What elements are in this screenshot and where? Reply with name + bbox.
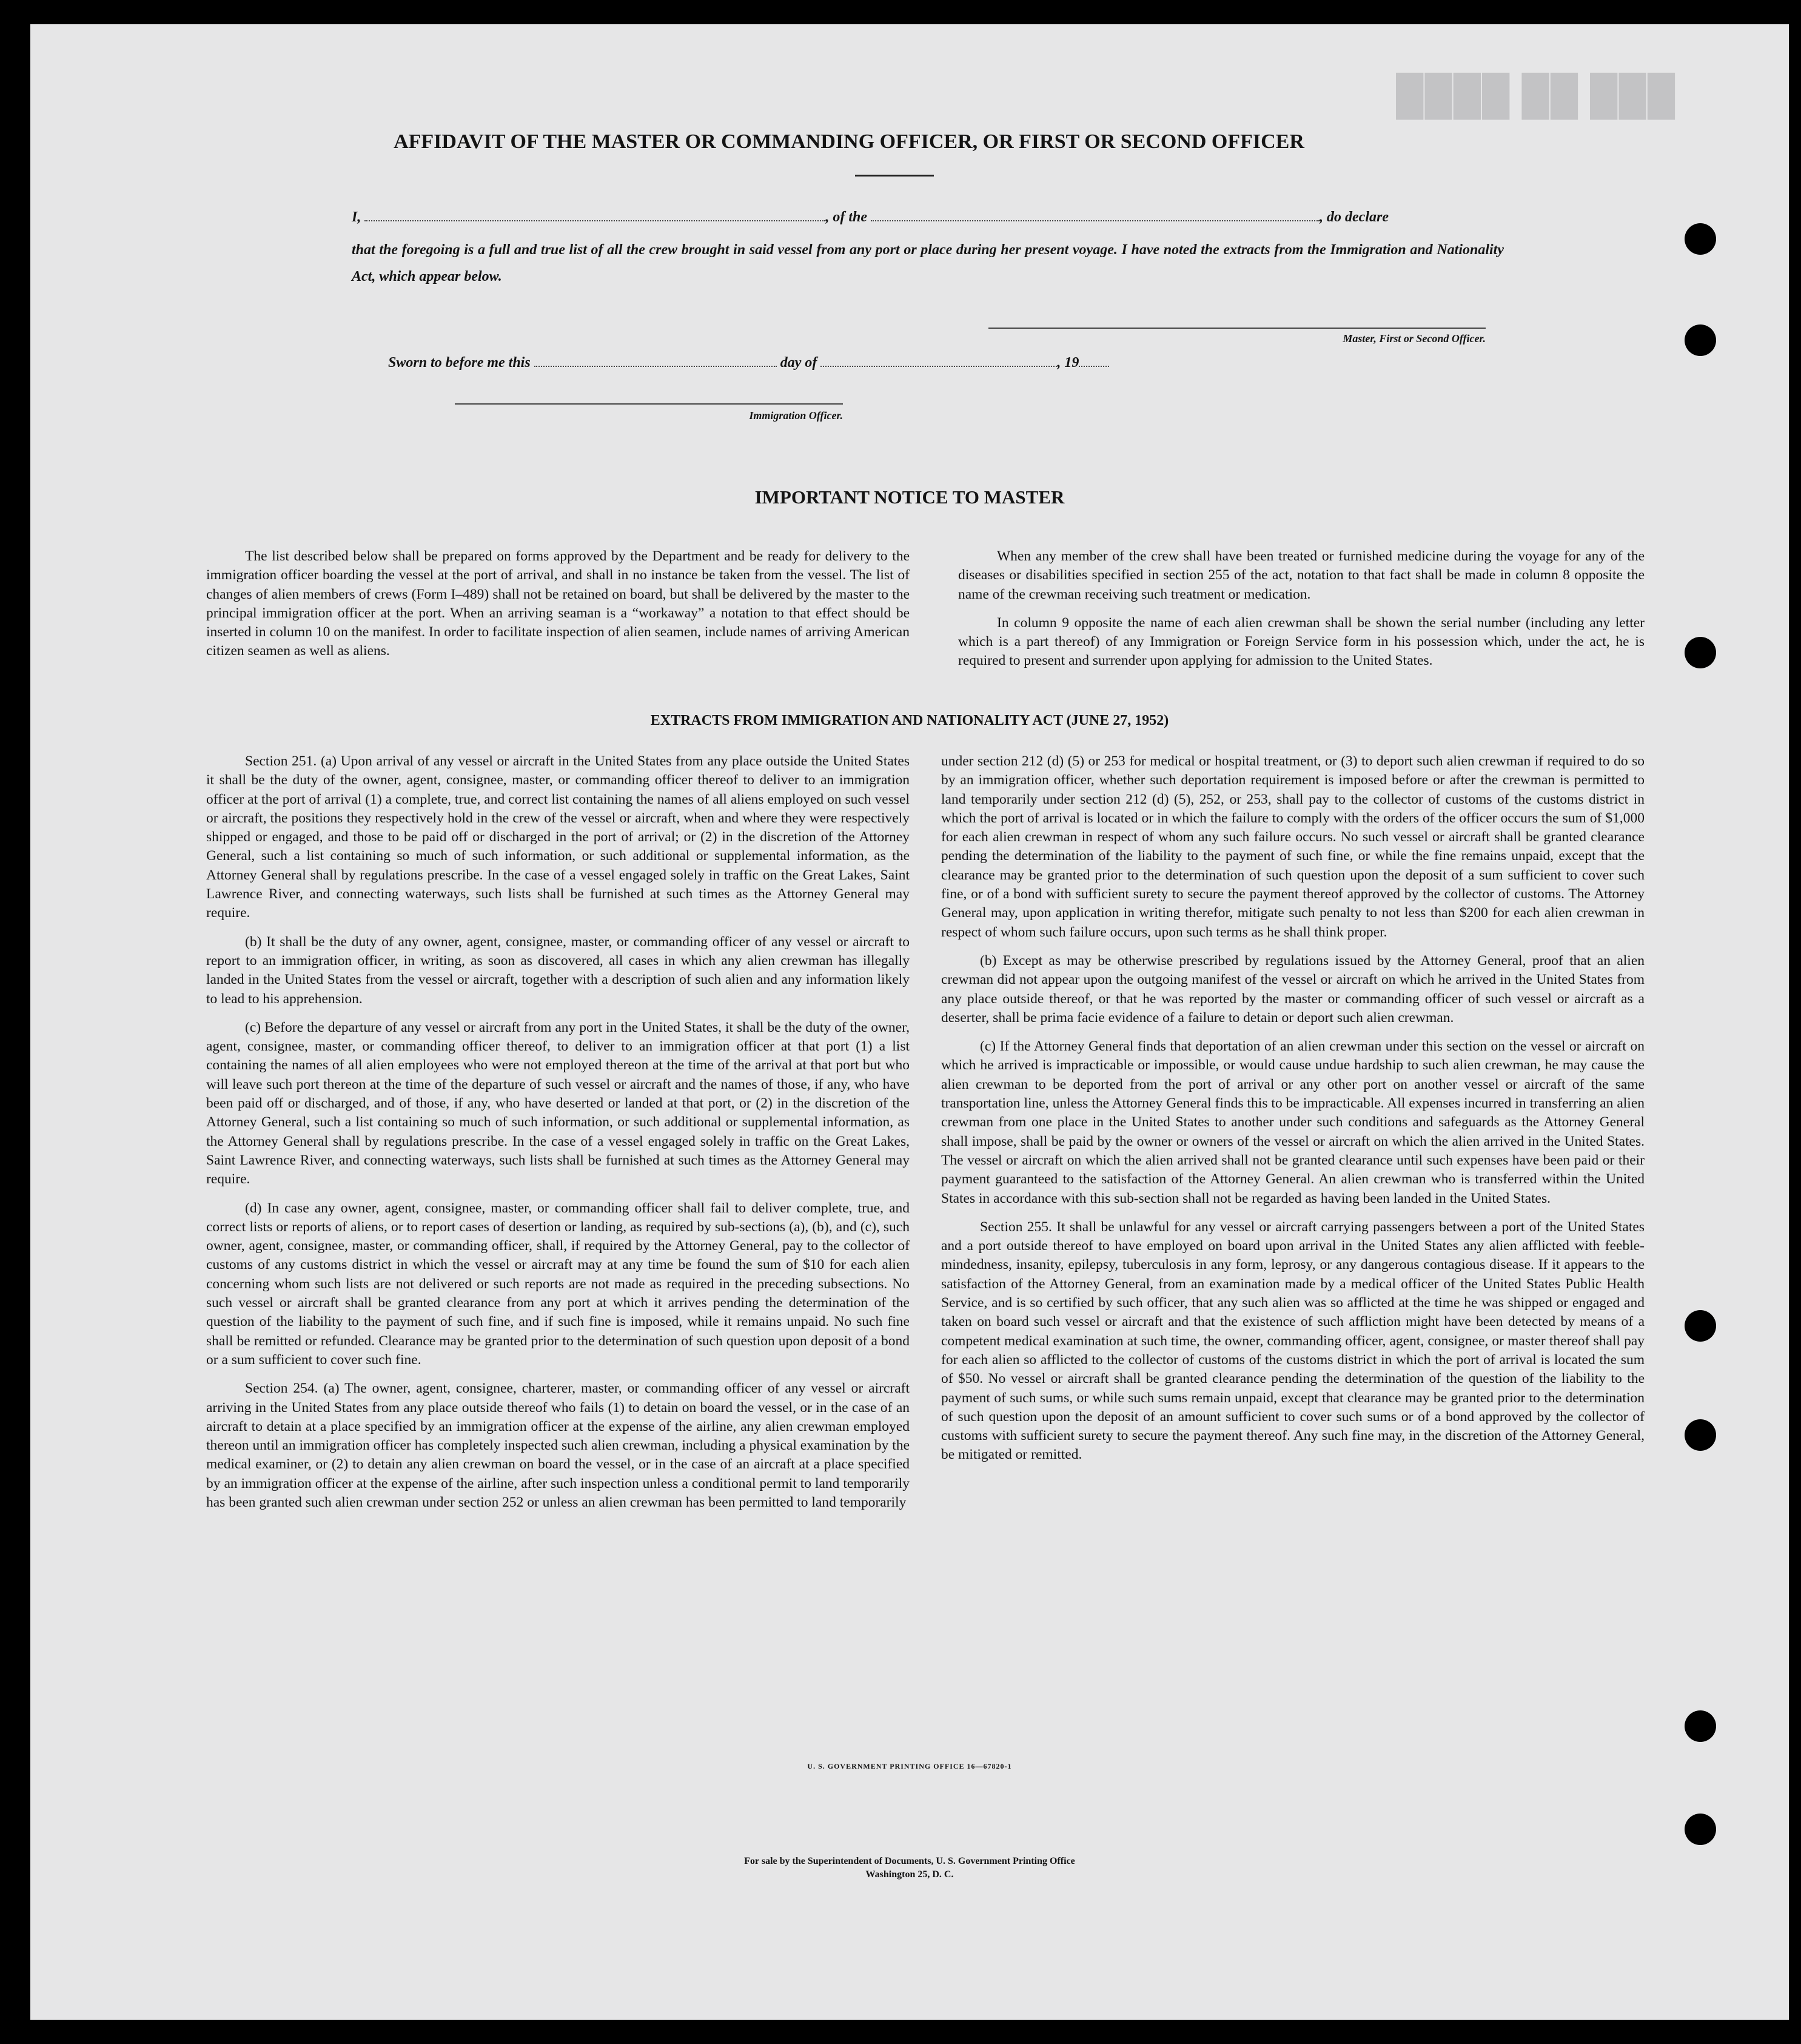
binder-hole xyxy=(1685,1310,1716,1342)
binder-hole xyxy=(1685,1814,1716,1845)
binder-hole xyxy=(1685,223,1716,255)
binder-hole xyxy=(1685,637,1716,668)
year-label: , 19 xyxy=(1057,355,1079,371)
i-label: I, xyxy=(352,209,361,225)
extracts-title: EXTRACTS FROM IMMIGRATION AND NATIONALITY ACT (JUNE 27, 1952) xyxy=(650,713,1169,728)
sale-line-2: Washington 25, D. C. xyxy=(865,1869,954,1880)
notice-right-paragraph-2: In column 9 opposite the name of each alien crewman shall be shown the serial number (including any letter which is a part thereof) of any Immigration or Foreign Service form in his possession which, under the act, he is required to present and surrender upon applying for admission to the United States. xyxy=(958,614,1645,669)
officer-signature-label: Immigration Officer. xyxy=(749,409,843,422)
extracts-left-column xyxy=(206,752,910,1512)
of-the-label: , of the xyxy=(825,209,868,225)
sworn-line xyxy=(388,355,1237,371)
section-251-b: (b) It shall be the duty of any owner, agent, consignee, master, or commanding officer of any vessel or aircraft to report to an immigration officer, in writing, as soon as discovered, all cases in which any alien crewman has illegally landed in the United States from the vessel or aircraft, together with a description of such alien and any information likely to lead to his apprehension. xyxy=(206,933,910,1007)
sworn-month-blank[interactable] xyxy=(820,366,1057,367)
section-254-a-continued: under section 212 (d) (5) or 253 for medical or hospital treatment, or (3) to deport such alien crewman if required to do so by an immigration officer, whether such deportation requirement is imposed before or after the crewman is permitted to land temporarily under section 212 (d) (5), 252, or 253, shall pay to the collector of customs of the customs district in which the port of arrival is located or in which the failure to comply with the orders of the officer occurs the sum of $1,000 for each alien crewman in respect of whom any such failure occurs. No such vessel or aircraft shall be granted clearance pending the determination of the liability to the payment of such fine, or while the fine remains unpaid, except that the clearance may be granted prior to the determination of such question upon the deposit of a sum sufficient to cover such fine, or of a bond with sufficient surety to secure the payment thereof approved by the collector of customs. The Attorney General may, upon application in writing therefor, mitigate such penalty to not less than $200 for each alien crewman in respect of whom such failure occurs, upon such terms as he shall think proper. xyxy=(941,753,1645,940)
affidavit-statement: that the foregoing is a full and true list of all the crew brought in said vessel from any port or place during her present voyage. I have noted the extracts from the Immigration and Nationality Act, which appear below. xyxy=(352,242,1504,284)
notice-left-paragraph: The list described below shall be prepared on forms approved by the Department and be ready for delivery to the immigration officer boarding the vessel at the port of arrival, and shall in no instance be taken from the vessel. The list of changes of alien members of crews (Form I–489) shall not be retained on board, but shall be delivered by the master to the principal immigration officer at the port. When an arriving seaman is a “workaway” a notation to that effect should be inserted in column 10 on the manifest. In order to facilitate inspection of alien seamen, include names of arriving American citizen seamen as well as aliens. xyxy=(206,548,910,659)
binder-hole xyxy=(1685,1419,1716,1451)
master-signature-label: Master, First or Second Officer. xyxy=(1343,332,1486,345)
declaration-line xyxy=(352,209,1504,226)
bleed-through-mark: ███ ██ ████ xyxy=(1395,73,1675,116)
form-page xyxy=(30,24,1789,2020)
affidavit-title: AFFIDAVIT OF THE MASTER OR COMMANDING OFFICER, OR FIRST OR SECOND OFFICER xyxy=(394,130,1304,153)
sworn-day-blank[interactable] xyxy=(534,366,777,367)
vessel-blank[interactable] xyxy=(871,220,1320,221)
notice-left-column xyxy=(206,547,910,661)
binder-hole xyxy=(1685,1710,1716,1742)
binder-hole xyxy=(1685,324,1716,356)
sworn-year-blank[interactable] xyxy=(1079,366,1109,367)
printing-office-line: U. S. GOVERNMENT PRINTING OFFICE 16—67820-1 xyxy=(807,1762,1012,1770)
master-signature-line[interactable] xyxy=(988,328,1486,329)
section-255: Section 255. It shall be unlawful for any vessel or aircraft carrying passengers between a port of the United States and a port outside thereof to have employed on board upon arrival in the United States any alien afflicted with feeble-mindedness, insanity, epilepsy, tuberculosis in any form, leprosy, or any dangerous contagious disease. If it appears to the satisfaction of the Attorney General, from an examination made by a medical officer of the United States Public Health Service, and is so certified by such officer, that any such alien was so afflicted at the time he was shipped or engaged and taken on board such vessel or aircraft and that the existence of such affliction might have been detected by means of a competent medical examination at such time, the owner, commanding officer, agent, consignee, or master thereof shall pay for each alien so afflicted to the collector of customs of the customs district in which the port of arrival is located the sum of $50. No vessel or aircraft shall be granted clearance pending the determination of the question of the liability to the payment of such sums, or while such sums remain unpaid, except that clearance may be granted prior to the determination of such question upon the deposit of an amount sufficient to cover such sums or of a bond approved by the collector of customs with sufficient surety to secure the payment thereof. Any such fine may, in the discretion of the Attorney General, be mitigated or remitted. xyxy=(941,1219,1645,1463)
section-254-a: Section 254. (a) The owner, agent, consignee, charterer, master, or commanding officer of any vessel or aircraft arriving in the United States from any place outside thereof who fails (1) to detain on board the vessel, or in the case of an aircraft to detain at a place specified by an immigration officer at the expense of the airline, any alien crewman employed thereon until an immigration officer has completely inspected such alien crewman, including a physical examination by the medical examiner, or (2) to detain any alien crewman on board the vessel, or in the case of an aircraft at a place specified by an immigration officer at the expense of the airline, after such inspection unless a conditional permit to land temporarily has been granted such alien crewman under section 252 or unless an alien crewman has been permitted to land temporarily xyxy=(206,1380,910,1510)
notice-right-paragraph-1: When any member of the crew shall have been treated or furnished medicine during the voyage for any of the diseases or disabilities specified in section 255 of the act, notation to that fact shall be made in column 8 opposite the name of the crewman receiving such treatment or medication. xyxy=(958,548,1645,602)
sale-line-1: For sale by the Superintendent of Documents, U. S. Government Printing Office xyxy=(744,1856,1075,1866)
name-blank[interactable] xyxy=(364,220,825,221)
section-251-c: (c) Before the departure of any vessel or aircraft from any port in the United States, it shall be the duty of the owner, agent, consignee, master, or commanding officer thereof, to deliver to an immigration officer at that port (1) a list containing the names of all alien employees who were not employed thereon at the time of the arrival at that port but who will leave such port thereon at the time of the departure of such vessel or aircraft and the names of those, if any, who have been paid off or discharged, and of those, if any, who have deserted or landed at that port, or (2) in the discretion of the Attorney General, such a list containing so much of such information, or such additional or supplemental information, as the Attorney General shall by regulations prescribe. In the case of a vessel engaged solely in traffic on the Great Lakes, Saint Lawrence River, and connecting waterways, such lists shall be furnished at such times as the Attorney General may require. xyxy=(206,1019,910,1188)
day-of-label: day of xyxy=(780,355,817,371)
officer-signature-line[interactable] xyxy=(455,403,843,405)
notice-title: IMPORTANT NOTICE TO MASTER xyxy=(754,486,1065,508)
extracts-right-column xyxy=(941,752,1645,1465)
title-divider xyxy=(855,175,934,176)
declare-label: , do declare xyxy=(1320,209,1389,225)
section-254-c: (c) If the Attorney General finds that deportation of an alien crewman under this section on the vessel or aircraft on which he arrived is impracticable or impossible, or would cause undue hardship to such alien crewman, he may cause the alien crewman to be deported from the port of arrival or any other port on another vessel or aircraft of the same transportation line, unless the Attorney General finds this to be impracticable. All expenses incurred in transferring an alien crewman from one place in the United States to another under such conditions and safeguards as the Attorney General shall impose, shall be paid by the owner or owners of the vessel or aircraft on which the alien arrived in the United States. The vessel or aircraft on which the alien arrived shall not be granted clearance until such expenses have been paid or their payment guaranteed to the satisfaction of the Attorney General. An alien crewman who is transferred within the United States in accordance with this sub-section shall not be regarded as having been landed in the United States. xyxy=(941,1038,1645,1206)
section-251-d: (d) In case any owner, agent, consignee, master, or commanding officer shall fail to deliver complete, true, and correct lists or reports of aliens, or to report cases of desertion or landing, as required by sub-sections (a), (b), and (c), such owner, agent, consignee, master, or commanding officer, shall, if required by the Attorney General, pay to the collector of customs of any customs district in which the vessel or aircraft may at any time be found the sum of $10 for each alien concerning whom such lists are not delivered or such reports are not made as required in the preceding subsections. No such vessel or aircraft shall be granted clearance from any port at which it arrives pending the determination of the question of the liability to the payment of such fine, and if such fine is imposed, while it remains unpaid. No such fine shall be remitted or refunded. Clearance may be granted prior to the determination of such question upon deposit of a bond or a sum sufficient to cover such fine. xyxy=(206,1200,910,1368)
section-254-b: (b) Except as may be otherwise prescribed by regulations issued by the Attorney General, proof that an alien crewman did not appear upon the outgoing manifest of the vessel or aircraft on which he arrived in the United States from any place outside thereof, or that he was reported by the master or commanding officer of such vessel or aircraft as a deserter, shall be prima facie evidence of a failure to detain or deport such alien crewman. xyxy=(941,952,1645,1026)
section-251-a: Section 251. (a) Upon arrival of any vessel or aircraft in the United States from any place outside the United States it shall be the duty of the owner, agent, consignee, master, or commanding officer thereof to deliver to an immigration officer at the port of arrival (1) a complete, true, and correct list containing the names of all aliens employed on such vessel or aircraft, the positions they respectively hold in the crew of the vessel or aircraft, when and where they were respectively shipped or engaged, and those to be paid off or discharged in the port of arrival; or (2) in the discretion of the Attorney General, such a list containing so much of such information, or such additional or supplemental information, as the Attorney General shall by regulations prescribe. In the case of a vessel engaged solely in traffic on the Great Lakes, Saint Lawrence River, and connecting waterways, such lists shall be furnished at such times as the Attorney General may require. xyxy=(206,753,910,921)
notice-right-column xyxy=(958,547,1645,671)
sworn-label: Sworn to before me this xyxy=(388,355,531,371)
